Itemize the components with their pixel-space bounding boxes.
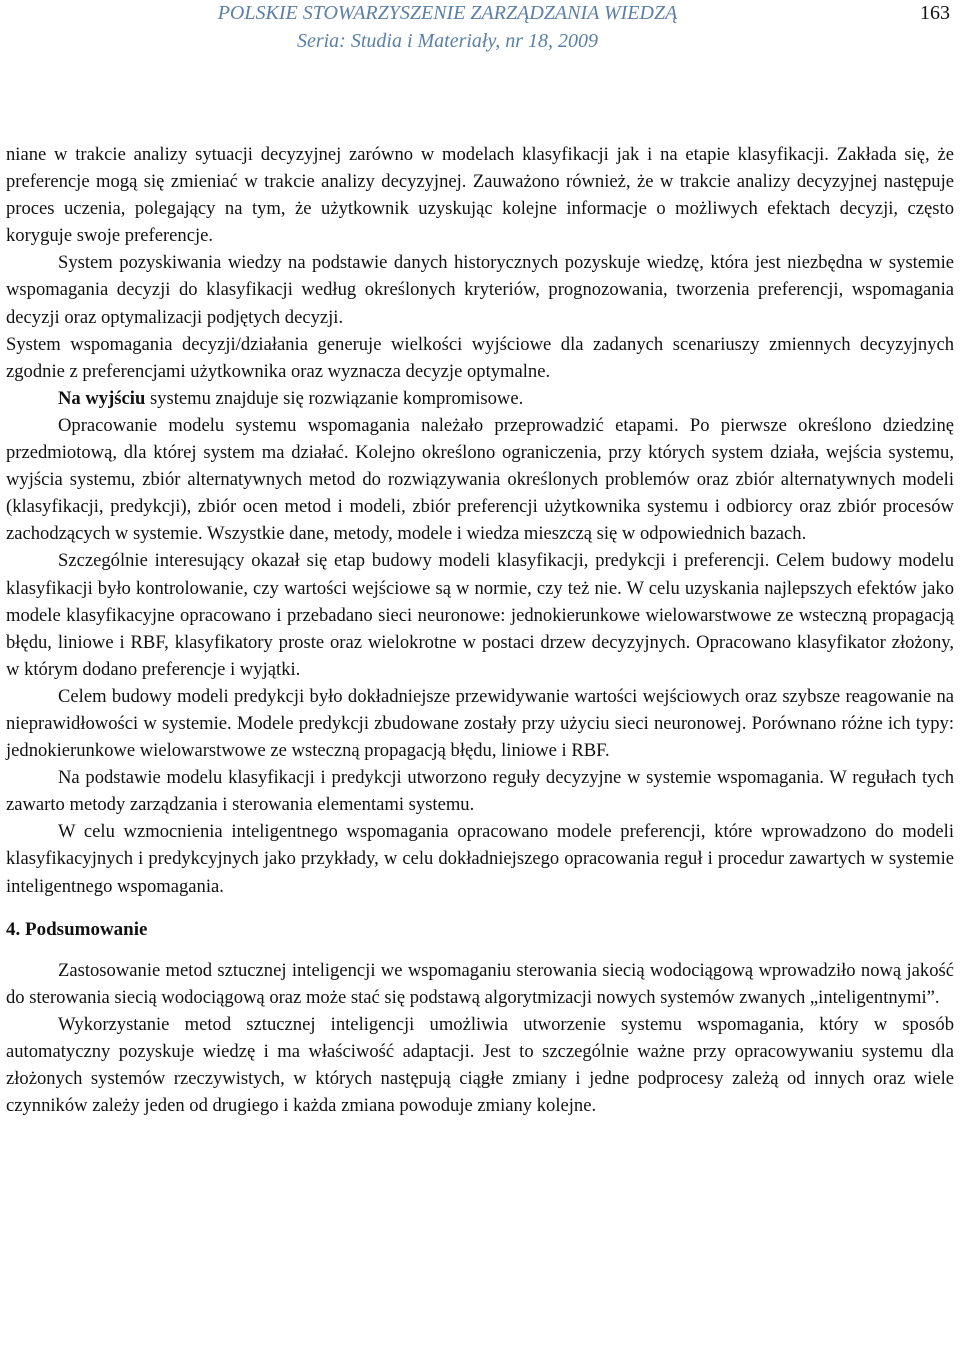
paragraph-4 <box>6 385 954 412</box>
page-number: 163 <box>920 2 950 24</box>
society-name: POLSKIE STOWARZYSZENIE ZARZĄDZANIA WIEDZĄ <box>217 2 678 24</box>
paragraph-7: Celem budowy modeli predykcji było dokładniejsze przewidywanie wartości wejściowych oraz szybsze reagowanie na nieprawidłowości w systemie. Modele predykcji zbudowane zostały przy użyciu sieci neuronowej. Porównano różne ich typy: jednokierunkowe wielowarstwowe ze wsteczną propagacją błędu, liniowe i RBF. <box>6 685 954 762</box>
series-info: Seria: Studia i Materiały, nr 18, 2009 <box>296 30 599 52</box>
paragraph-1: niane w trakcie analizy sytuacji decyzyjnej zarówno w modelach klasyfikacji jak i na etapie klasyfikacji. Zakłada się, że preferencje mogą się zmieniać w trakcie analizy decyzyjnej. Zauważono również, że w trakcie analizy decyzyjnej następuje proces uczenia, polegający na tym, że użytkownik uzyskując kolejne informacje o możliwych efektach decyzji, często koryguje swoje preferencje. <box>6 144 954 247</box>
paragraph-3: System wspomagania decyzji/działania generuje wielkości wyjściowe dla zadanych scenariuszy zmiennych decyzyjnych zgodnie z preferencjami użytkownika oraz wyznacza decyzje optymalne. <box>6 333 954 382</box>
output-text: systemu znajduje się rozwiązanie kompromisowe. <box>145 387 524 409</box>
paragraph-6: Szczególnie interesujący okazał się etap budowy modeli klasyfikacji, predykcji i preferencji. Celem budowy modelu klasyfikacji było kontrolowanie, czy wartości wejściowe są w normie, czy też nie. W celu uzyskania najlepszych efektów jako modele klasyfikacyjne opracowano i przebadano sieci neuronowe: jednokierunkowe wielowarstwowe ze wsteczną propagacją błędu, liniowe i RBF, klasyfikatory proste oraz wielokrotne w postaci drzew decyzyjnych. Opracowano klasyfikator złożony, w którym dodano preferencje i wyjątki. <box>6 550 954 680</box>
paragraph-8: Na podstawie modelu klasyfikacji i predykcji utworzono reguły decyzyjne w systemie wspomagania. W regułach tych zawarto metody zarządzania i sterowania elementami systemu. <box>6 767 954 816</box>
running-header <box>0 0 960 60</box>
paragraph-2: System pozyskiwania wiedzy na podstawie danych historycznych pozyskuje wiedzę, która jest niezbędna w systemie wspomagania decyzji do klasyfikacji według określonych kryteriów, prognozowania, tworzenia preferencji, wspomagania decyzji oraz optymalizacji podjętych decyzji. <box>6 252 954 328</box>
section-heading: 4. Podsumowanie <box>6 918 148 940</box>
paragraph-9: W celu wzmocnienia inteligentnego wspomagania opracowano modele preferencji, które wprowadzono do modeli klasyfikacyjnych i predykcyjnych jako przykłady, w celu dokładniejszego opracowania reguł i procedur zawartych w systemie inteligentnego wspomagania. <box>6 821 954 897</box>
output-term: Na wyjściu <box>58 387 146 409</box>
body-text <box>6 141 954 1119</box>
paragraph-11: Wykorzystanie metod sztucznej inteligencji umożliwia utworzenie systemu wspomagania, który w sposób automatyczny pozyskuje wiedzę i ma właściwość adaptacji. Jest to szczególnie ważne przy opracowywaniu systemu dla złożonych systemów rzeczywistych, w których następują ciągłe zmiany i jedne podprocesy zależą od innych oraz wiele czynników zależy jeden od drugiego i każda zmiana powoduje zmiany kolejne. <box>6 1013 954 1117</box>
paragraph-10: Zastosowanie metod sztucznej inteligencji we wspomaganiu sterowania siecią wodociągową wprowadziło nową jakość do sterowania siecią wodociągową oraz może stać się podstawą algorytmizacji nowych systemów zwanych „inteligentnymi”. <box>6 959 954 1008</box>
paragraph-5: Opracowanie modelu systemu wspomagania należało przeprowadzić etapami. Po pierwsze określono dziedzinę przedmiotową, dla której system ma działać. Kolejno określono ograniczenia, przy których system działa, wejścia systemu, wyjścia systemu, zbiór alternatywnych metod do rozwiązywania określonych problemów oraz zbiór alternatywnych modeli (klasyfikacji, predykcji), zbiór ocen metod i modeli, zbiór preferencji użytkownika systemu i odbiorcy oraz zbiór procesów zachodzących w systemie. Wszystkie dane, metody, modele i wiedza mieszczą się w odpowiednich bazach. <box>6 414 954 545</box>
